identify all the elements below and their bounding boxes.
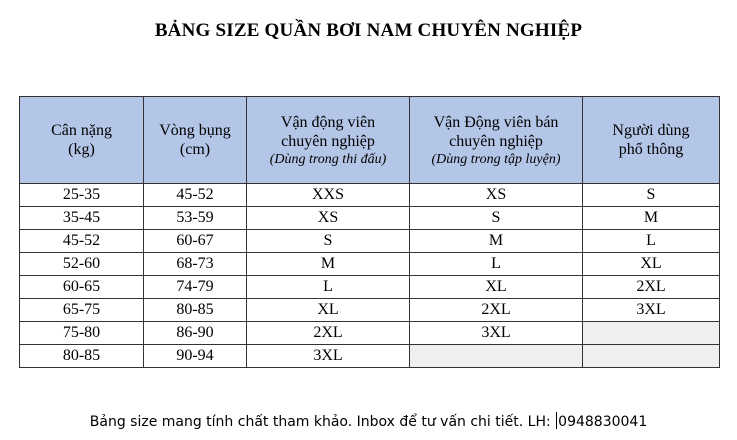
header-regular-user <box>583 97 720 184</box>
cell-semi-pro-size: L <box>410 253 583 276</box>
header-line: chuyên nghiệp <box>281 132 375 150</box>
header-line: Cân nặng <box>51 122 112 139</box>
cell-pro-size: XS <box>247 207 410 230</box>
cell-semi-pro-size: S <box>410 207 583 230</box>
cell-semi-pro-size: XS <box>410 184 583 207</box>
header-line: Vận Động viên bán <box>433 113 559 131</box>
cell-waist: 86-90 <box>144 322 247 345</box>
cell-waist: 60-67 <box>144 230 247 253</box>
header-line: Người dùng <box>612 122 690 139</box>
cell-semi-pro-size: 3XL <box>410 322 583 345</box>
cell-waist: 68-73 <box>144 253 247 276</box>
cell-pro-size: 2XL <box>247 322 410 345</box>
header-row <box>20 97 720 184</box>
cell-regular-size: S <box>583 184 720 207</box>
header-waist <box>144 97 247 184</box>
header-weight <box>20 97 144 184</box>
cell-pro-size: XXS <box>247 184 410 207</box>
table-row <box>20 184 720 207</box>
header-line: phổ thông <box>618 141 684 158</box>
size-table-body <box>20 184 720 368</box>
cell-semi-pro-size <box>410 345 583 368</box>
size-table <box>19 96 720 368</box>
cell-weight: 25-35 <box>20 184 144 207</box>
cell-semi-pro-size: M <box>410 230 583 253</box>
table-row <box>20 345 720 368</box>
header-subtitle: (Dùng trong thi đấu) <box>269 151 387 167</box>
table-row <box>20 276 720 299</box>
table-row <box>20 299 720 322</box>
cell-weight: 45-52 <box>20 230 144 253</box>
cell-waist: 90-94 <box>144 345 247 368</box>
cell-regular-size: L <box>583 230 720 253</box>
cell-pro-size: L <box>247 276 410 299</box>
cell-waist: 80-85 <box>144 299 247 322</box>
table-row <box>20 230 720 253</box>
header-line: Vòng bụng <box>159 122 231 139</box>
cell-weight: 65-75 <box>20 299 144 322</box>
cell-pro-size: M <box>247 253 410 276</box>
footer-text: Bảng size mang tính chất tham khảo. Inbox để tư vấn chi tiết. LH: <box>89 414 556 430</box>
page-title: BẢNG SIZE QUẦN BƠI NAM CHUYÊN NGHIỆP <box>154 20 583 41</box>
header-line: (cm) <box>179 141 211 158</box>
cell-regular-size: M <box>583 207 720 230</box>
cell-pro-size: 3XL <box>247 345 410 368</box>
header-line: chuyên nghiệp <box>449 132 543 150</box>
header-line: Vận động viên <box>280 113 376 131</box>
cell-weight: 52-60 <box>20 253 144 276</box>
cell-waist: 53-59 <box>144 207 247 230</box>
footer-note <box>0 412 737 430</box>
cell-regular-size <box>583 322 720 345</box>
cell-regular-size: 2XL <box>583 276 720 299</box>
cell-regular-size: 3XL <box>583 299 720 322</box>
cell-weight: 60-65 <box>20 276 144 299</box>
header-semi-pro-athlete <box>410 97 583 184</box>
header-line: (kg) <box>68 141 95 158</box>
cell-regular-size <box>583 345 720 368</box>
cell-pro-size: S <box>247 230 410 253</box>
cell-semi-pro-size: 2XL <box>410 299 583 322</box>
text-cursor <box>556 412 557 429</box>
table-row <box>20 322 720 345</box>
header-pro-athlete <box>247 97 410 184</box>
table-row <box>20 253 720 276</box>
cell-weight: 75-80 <box>20 322 144 345</box>
table-row <box>20 207 720 230</box>
cell-waist: 45-52 <box>144 184 247 207</box>
footer-phone: 0948830041 <box>558 414 648 430</box>
cell-semi-pro-size: XL <box>410 276 583 299</box>
cell-weight: 80-85 <box>20 345 144 368</box>
cell-waist: 74-79 <box>144 276 247 299</box>
cell-pro-size: XL <box>247 299 410 322</box>
cell-regular-size: XL <box>583 253 720 276</box>
header-subtitle: (Dùng trong tập luyện) <box>431 151 561 167</box>
cell-weight: 35-45 <box>20 207 144 230</box>
